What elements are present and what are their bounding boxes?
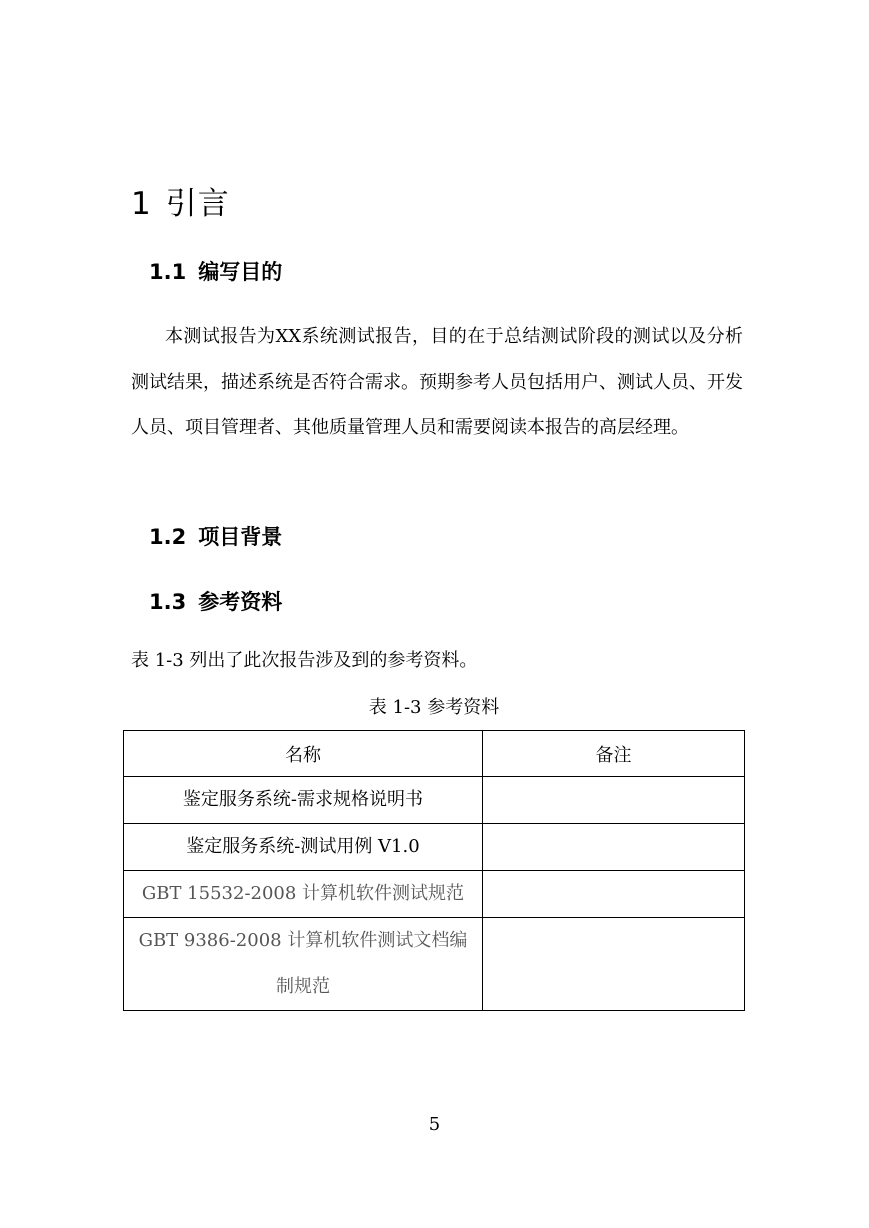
references-table (123, 730, 745, 1011)
chapter-title: 引言 (165, 186, 230, 222)
chapter-heading (131, 178, 230, 223)
section-heading-references (149, 586, 282, 616)
section-number: 1.2 (149, 525, 187, 549)
purpose-paragraph: 本测试报告为XX系统测试报告，目的在于总结测试阶段的测试以及分析测试结果，描述系统是否符合需求。预期参考人员包括用户、测试人员、开发人员、项目管理者、其他质量管理人员和需要阅读本报告的高层经理。 (131, 326, 743, 438)
table-row (124, 871, 745, 918)
reference-name: GBT 15532-2008 计算机软件测试规范 (124, 871, 483, 918)
section-heading-purpose (149, 256, 282, 286)
table-row (124, 918, 745, 1011)
reference-name: GBT 9386-2008 计算机软件测试文档编制规范 (124, 918, 483, 1011)
reference-note (482, 871, 744, 918)
section-number: 1.1 (149, 260, 187, 284)
reference-note (482, 777, 744, 824)
reference-note (482, 824, 744, 871)
reference-name: 鉴定服务系统-测试用例 V1.0 (124, 824, 483, 871)
section-title: 编写目的 (198, 260, 283, 284)
section-title: 参考资料 (198, 590, 283, 614)
header-note: 备注 (482, 731, 744, 777)
table-row (124, 824, 745, 871)
table-row (124, 777, 745, 824)
references-intro: 表 1-3 列出了此次报告涉及到的参考资料。 (131, 650, 478, 671)
table-header-row (124, 731, 745, 777)
page-number: 5 (428, 1114, 441, 1135)
header-name: 名称 (124, 731, 483, 777)
chapter-number: 1 (131, 186, 152, 222)
reference-note (482, 918, 744, 1011)
reference-name: 鉴定服务系统-需求规格说明书 (124, 777, 483, 824)
table-caption: 表 1-3 参考资料 (368, 697, 500, 718)
section-number: 1.3 (149, 590, 187, 614)
section-title: 项目背景 (198, 525, 283, 549)
section-heading-background (149, 521, 282, 551)
